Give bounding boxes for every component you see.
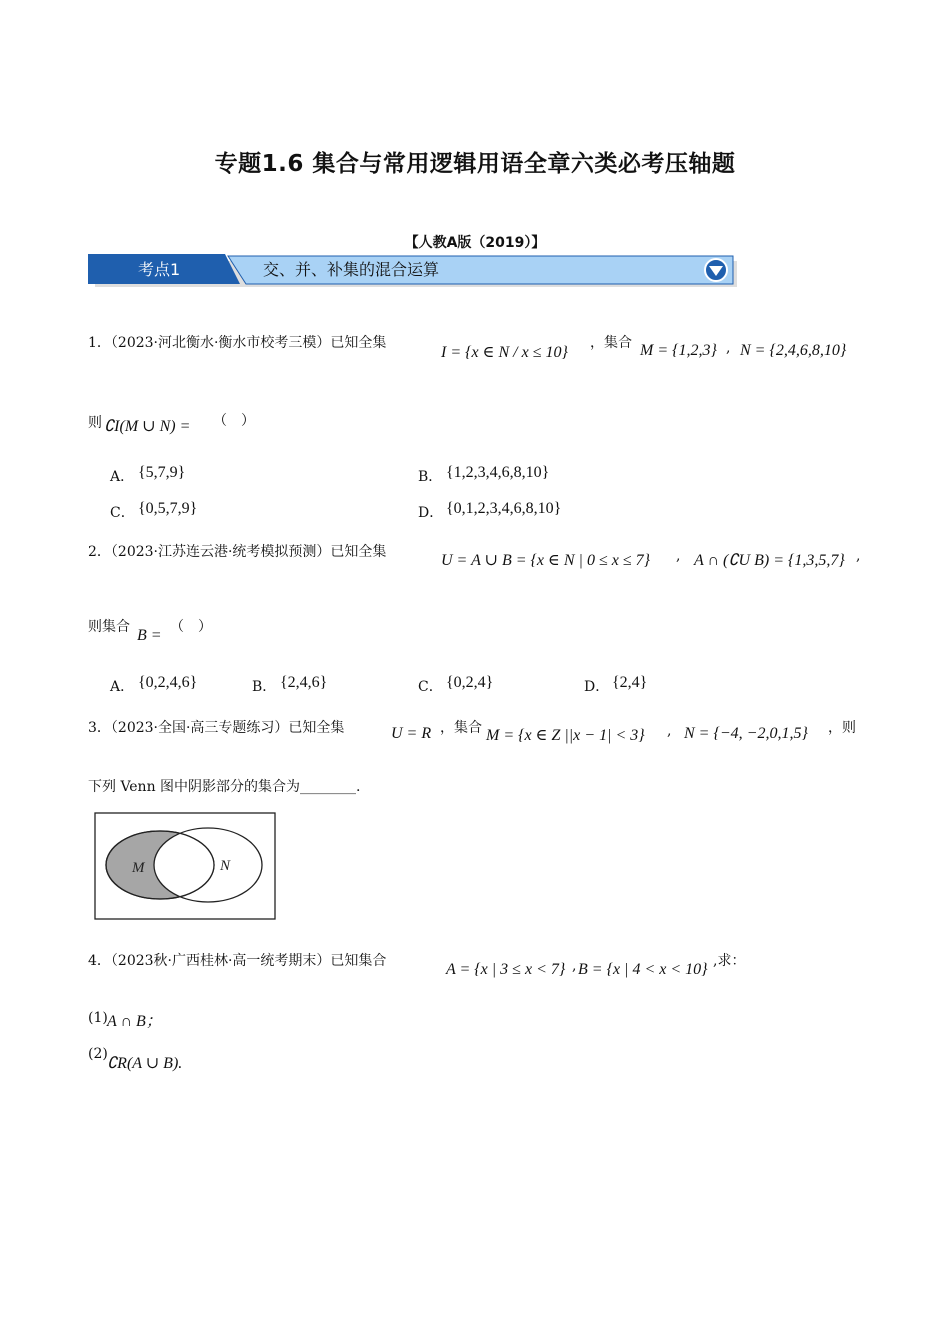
q1-option-d-letter: D．: [418, 505, 444, 521]
q3-eq-N: N = {−4, −2,0,1,5}: [684, 725, 808, 742]
q3-eq-M: M = {x ∈ Z ||x − 1| < 3}: [486, 727, 645, 744]
section-title: 交、并、补集的混合运算: [263, 260, 440, 279]
section-label: 考点1: [138, 260, 181, 279]
q2-then: 则集合: [88, 619, 130, 635]
q4-eq-A: A = {x | 3 ≤ x < 7}: [446, 961, 566, 978]
q1-expr: ∁I(M ∪ N) =: [104, 418, 191, 435]
q2-intro: 2．（2023·江苏连云港·统考模拟预测）已知全集: [88, 544, 387, 560]
q1-comma: ,: [726, 340, 731, 356]
q1-option-c-letter: C．: [110, 505, 135, 521]
q4-part1-number: (1): [88, 1010, 108, 1026]
q4-intro: 4．（2023秋·广西桂林·高一统考期末）已知集合: [88, 953, 387, 969]
q1-option-b-letter: B．: [418, 469, 443, 485]
q3-eq-U: U = R: [391, 725, 432, 742]
chevron-down-icon: [705, 259, 727, 281]
q1-paren: （ ）: [213, 413, 255, 429]
q4-eq-B: B = {x | 4 < x < 10}: [578, 961, 708, 978]
q4-part2-expr: ∁R(A ∪ B).: [107, 1055, 183, 1072]
q2-expr: B =: [137, 627, 162, 644]
q3-tail: ，则: [828, 720, 856, 736]
q1-option-c: {0,5,7,9}: [138, 500, 198, 517]
q2-option-a: {0,2,4,6}: [138, 674, 198, 691]
q1-option-b: {1,2,3,4,6,8,10}: [446, 464, 550, 481]
venn-label-n: N: [220, 858, 231, 874]
q2-option-a-letter: A．: [110, 679, 135, 695]
q2-eq1: U = A ∪ B = {x ∈ N | 0 ≤ x ≤ 7}: [441, 552, 650, 569]
q2-option-c-letter: C．: [418, 679, 443, 695]
q4-part2-number: (2): [88, 1046, 108, 1062]
q3-comma: ,: [667, 723, 672, 739]
edition-label: 【人教A版（2019）】: [404, 235, 546, 251]
q2-option-d: {2,4}: [612, 674, 648, 691]
page-title: 专题1.6 集合与常用逻辑用语全章六类必考压轴题: [214, 151, 736, 177]
q3-intro: 3．（2023·全国·高三专题练习）已知全集: [88, 720, 345, 736]
q2-option-d-letter: D．: [584, 679, 610, 695]
q2-option-c: {0,2,4}: [446, 674, 494, 691]
q1-set-M: M = {1,2,3}: [640, 342, 717, 359]
q1-set-N: N = {2,4,6,8,10}: [740, 342, 847, 359]
venn-label-m: M: [132, 860, 145, 876]
q2-comma2: ,: [856, 548, 861, 564]
q1-mid: ，集合: [590, 335, 632, 351]
q2-eq2: A ∩ (∁U B) = {1,3,5,7}: [694, 552, 845, 569]
q1-intro: 1．（2023·河北衡水·衡水市校考三模）已知全集: [88, 335, 387, 351]
q1-option-a-letter: A．: [110, 469, 135, 485]
q3-mid: ，集合: [440, 720, 482, 736]
q2-paren: （ ）: [170, 619, 212, 635]
q4-tail: ,求：: [713, 953, 746, 969]
q1-option-a: {5,7,9}: [138, 464, 186, 481]
q2-comma1: ,: [676, 548, 681, 564]
q4-part1-expr: A ∩ B；: [107, 1013, 162, 1030]
q1-then: 则: [88, 415, 102, 431]
q1-option-d: {0,1,2,3,4,6,8,10}: [446, 500, 562, 517]
q2-option-b: {2,4,6}: [280, 674, 328, 691]
venn-diagram: [94, 812, 276, 920]
q4-comma: ,: [572, 958, 577, 974]
q3-line2: 下列 Venn 图中阴影部分的集合为________.: [88, 779, 361, 795]
q1-set-I: I = {x ∈ N / x ≤ 10}: [441, 344, 568, 361]
q2-option-b-letter: B．: [252, 679, 277, 695]
